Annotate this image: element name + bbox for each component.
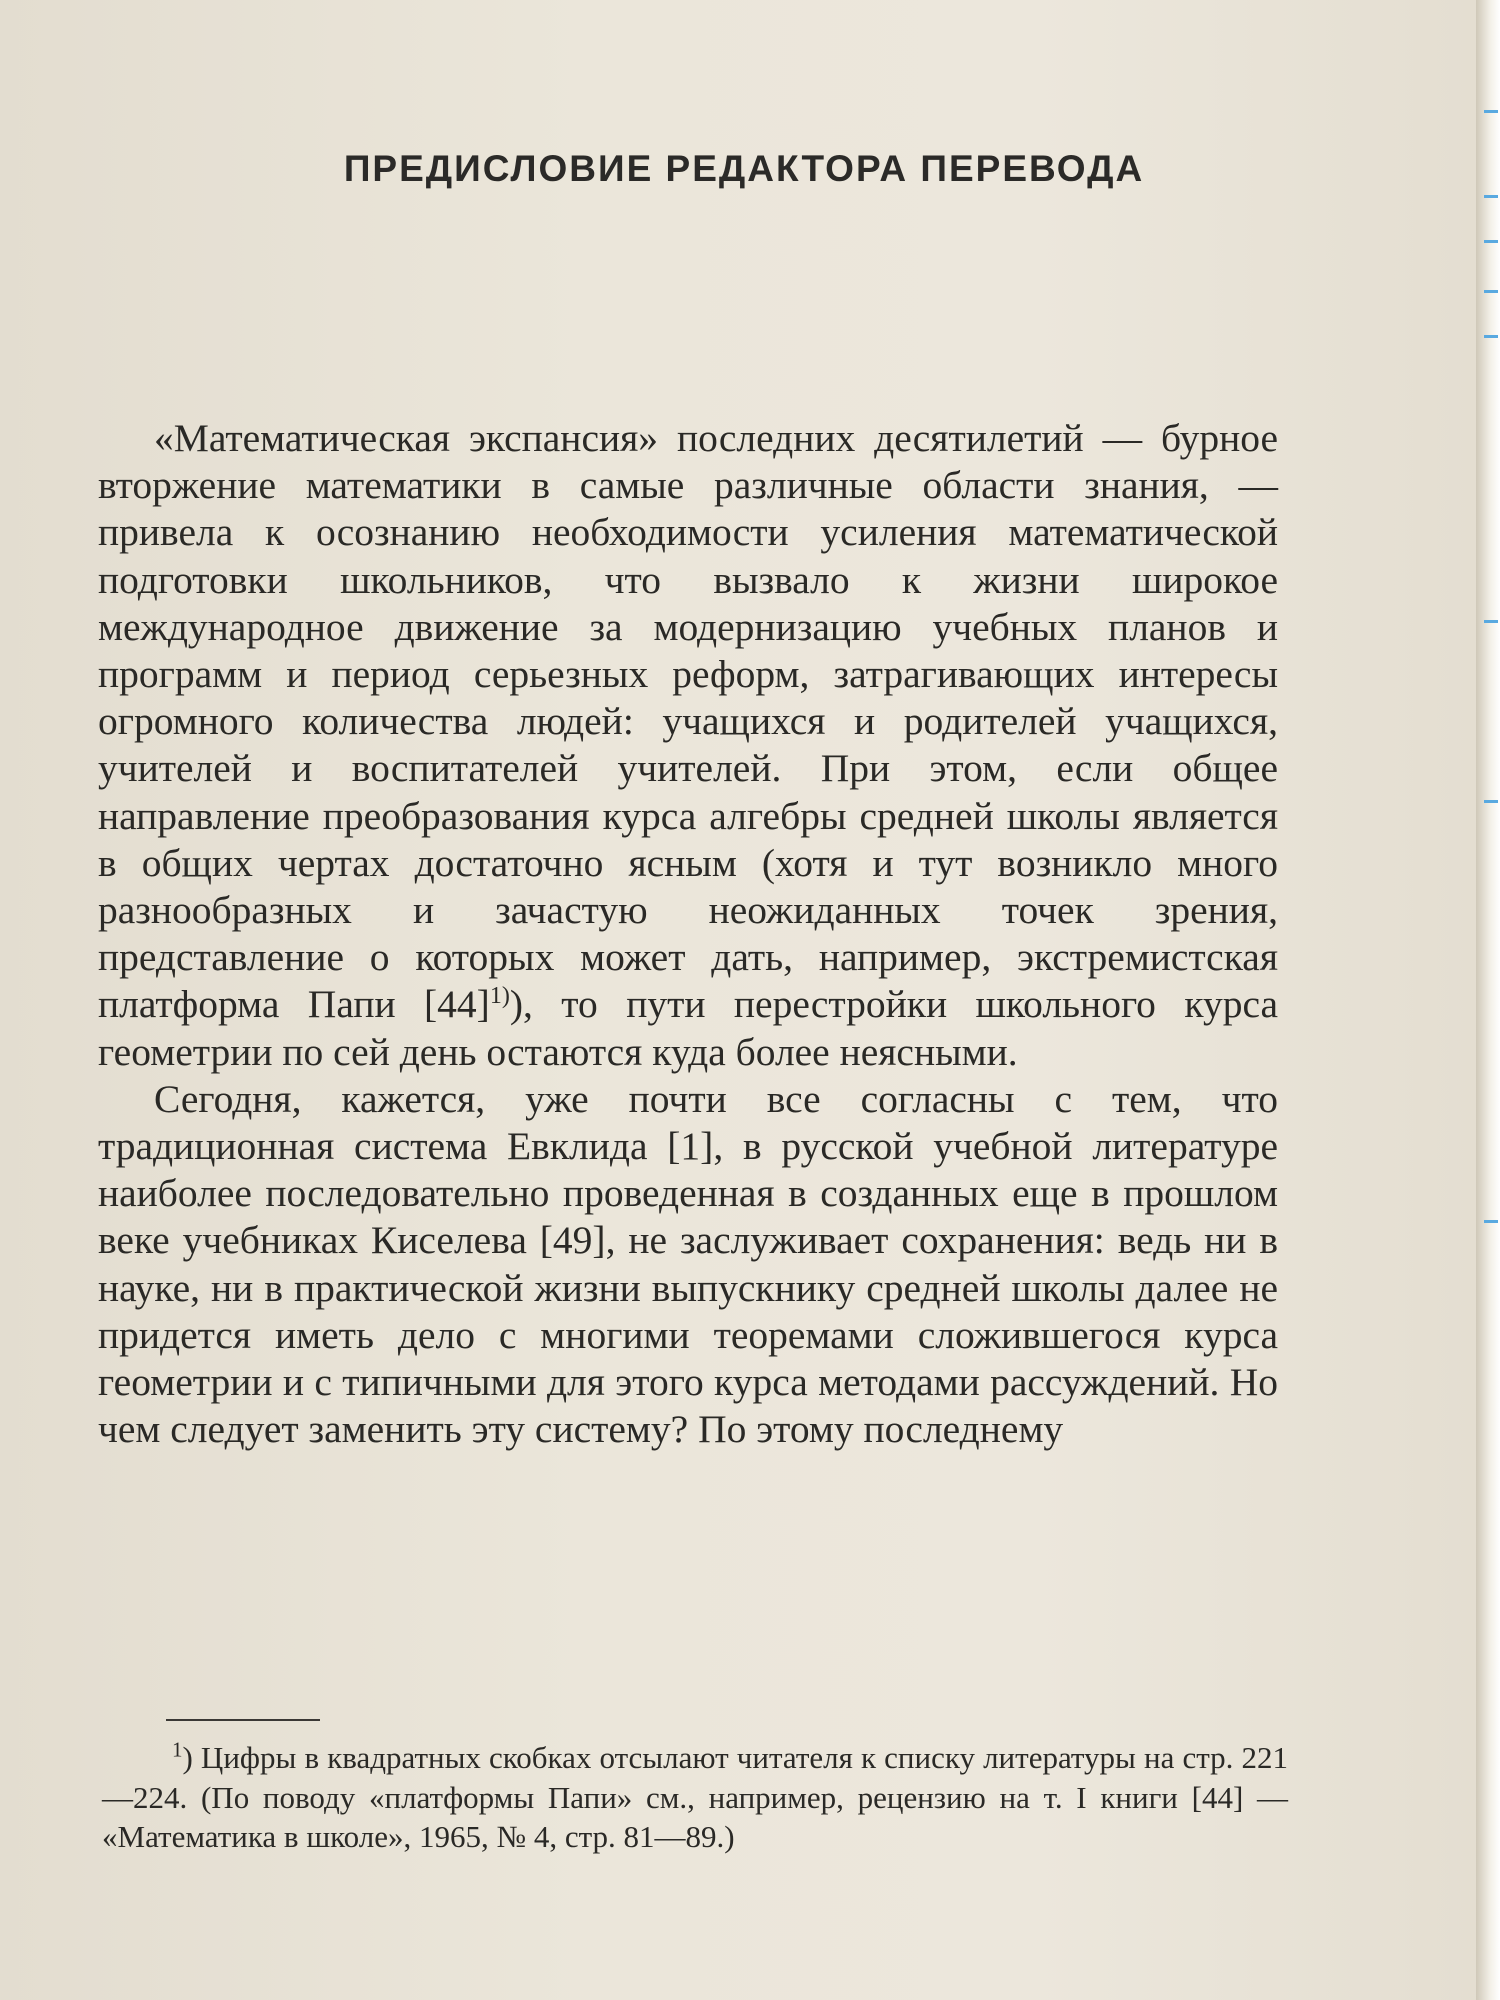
edge-mark bbox=[1484, 335, 1498, 338]
edge-mark bbox=[1484, 620, 1498, 623]
page-title: ПРЕДИСЛОВИЕ РЕДАКТОРА ПЕРЕВОДА bbox=[343, 148, 1145, 189]
footnote-reference: 1) bbox=[489, 983, 510, 1010]
edge-mark bbox=[1484, 800, 1498, 803]
edge-mark bbox=[1484, 290, 1498, 293]
edge-mark bbox=[1484, 195, 1498, 198]
footnote-text: ) Цифры в квадратных скобках отсылают читателя к списку литературы на стр. 221—224. (По поводу «платформы Папи» см., например, рецензию на т. I книги [44] — «Математика в школе», 1965, № 4, стр. 81—89.) bbox=[102, 1740, 1288, 1854]
edge-mark bbox=[1484, 1220, 1498, 1223]
footnote bbox=[102, 1738, 1288, 1857]
page-edge bbox=[1476, 0, 1500, 2000]
edge-mark bbox=[1484, 240, 1498, 243]
footnote-divider bbox=[166, 1719, 320, 1721]
paragraph-1-text-end: ), то пути перестройки школьного курса геометрии по сей день остаются куда более неясными. bbox=[98, 982, 1278, 1074]
edge-mark bbox=[1484, 110, 1498, 113]
main-text bbox=[98, 415, 1278, 1453]
paragraph-1-text: «Математическая экспансия» последних десятилетий — бурное вторжение математики в самые различные области знания, — привела к осознанию необходимости усиления математической подготовки школьников, что вызвало к жизни широкое международное движение за модернизацию учебных планов и программ и период серьезных реформ, затрагивающих интересы огромного количества людей: учащихся и родителей учащихся, учителей и воспитателей учителей. При этом, если общее направление преобразования курса алгебры средней школы является в общих чертах достаточно ясным (хотя и тут возникло много разнообразных и зачастую неожиданных точек зрения, представление о которых может дать, например, экстремистская платформа Папи [44] bbox=[98, 416, 1278, 1027]
paragraph-2: Сегодня, кажется, уже почти все согласны с тем, что традиционная система Евклида [1], в русской учебной литературе наиболее последовательно проведенная в созданных еще в прошлом веке учебниках Киселева [49], не заслуживает сохранения: ведь ни в науке, ни в практической жизни выпускнику средней школы далее не придется иметь дело с многими теоремами сложившегося курса геометрии и с типичными для этого курса методами рассуждений. Но чем следует заменить эту систему? По этому последнему bbox=[98, 1076, 1278, 1452]
footnote-mark: 1 bbox=[172, 1737, 183, 1762]
paragraph-1 bbox=[98, 415, 1278, 1076]
